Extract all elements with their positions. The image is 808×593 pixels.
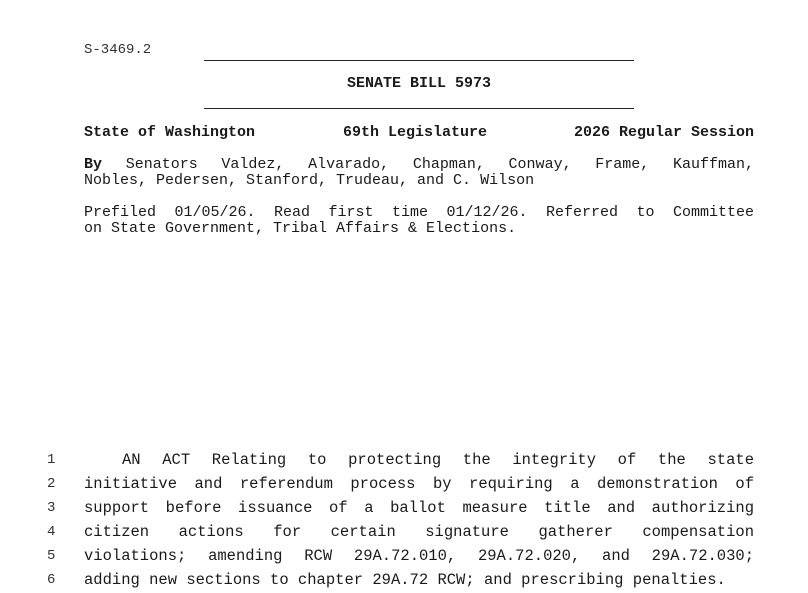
title-rule-top <box>204 60 634 61</box>
line-number: 6 <box>47 572 56 588</box>
act-line <box>0 450 808 470</box>
prefiled-line-2: on State Government, Tribal Affairs & Elections. <box>84 220 517 237</box>
sponsors-line-1 <box>84 156 754 173</box>
act-line <box>0 474 808 494</box>
prefiled-line-1: Prefiled 01/05/26. Read first time 01/12/26. Referred to Committee <box>84 204 754 221</box>
line-number: 2 <box>47 476 56 492</box>
session-name: 2026 Regular Session <box>573 124 754 141</box>
sponsors-line-2: Nobles, Pedersen, Stanford, Trudeau, and C. Wilson <box>84 172 535 189</box>
line-number: 4 <box>47 524 56 540</box>
bill-title: SENATE BILL 5973 <box>346 75 492 92</box>
act-line <box>0 498 808 518</box>
line-number: 1 <box>47 452 56 468</box>
line-number: 3 <box>47 500 56 516</box>
by-label: By <box>84 156 103 173</box>
act-line <box>0 522 808 542</box>
line-number: 5 <box>47 548 56 564</box>
act-line-text: violations; amending RCW 29A.72.010, 29A.72.020, and 29A.72.030; <box>84 547 754 565</box>
act-line-text: citizen actions for certain signature gatherer compensation <box>84 523 754 541</box>
act-line-text: initiative and referendum process by requiring a demonstration of <box>84 475 754 493</box>
legislature-number: 69th Legislature <box>343 124 488 141</box>
act-line-text: adding new sections to chapter 29A.72 RCW; and prescribing penalties. <box>84 571 726 589</box>
act-line-text: support before issuance of a ballot measure title and authorizing <box>84 499 754 517</box>
act-line <box>0 570 808 590</box>
act-line <box>0 546 808 566</box>
session-row <box>84 124 754 142</box>
title-rule-bottom <box>204 108 634 109</box>
draft-id: S-3469.2 <box>84 42 152 58</box>
state-name: State of Washington <box>84 124 256 141</box>
sponsors-names-1: Senators Valdez, Alvarado, Chapman, Conway, Frame, Kauffman, <box>125 156 754 173</box>
act-line-text: AN ACT Relating to protecting the integrity of the state <box>122 451 754 469</box>
